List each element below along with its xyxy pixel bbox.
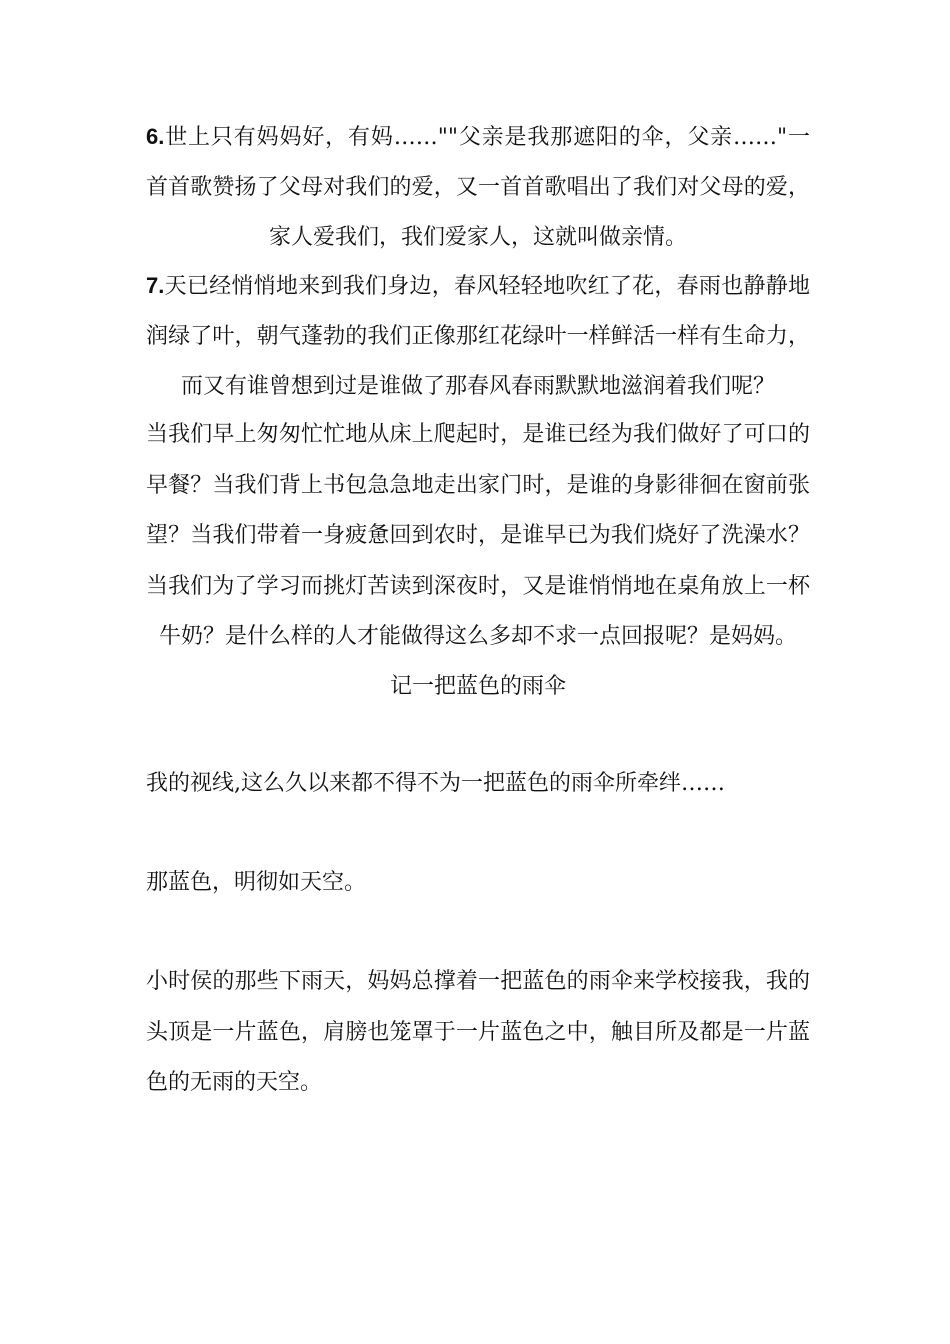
essay-paragraph-2: 那蓝色，明彻如天空。 xyxy=(146,870,367,895)
section-7-line-6: 望？当我们带着一身疲惫回到农时，是谁早已为我们烧好了洗澡水？ xyxy=(146,523,810,548)
section-6-line-1-text: 世上只有妈妈好，有妈……""父亲是我那遮阳的伞，父亲……"一 xyxy=(164,125,810,150)
essay-paragraph-1: 我的视线,这么久以来都不得不为一把蓝色的雨伞所牵绊…… xyxy=(146,771,725,796)
essay-paragraph-3-line-3: 色的无雨的天空。 xyxy=(146,1070,323,1095)
essay-paragraph-3-line-1: 小时侯的那些下雨天，妈妈总撑着一把蓝色的雨伞来学校接我，我的 xyxy=(146,969,810,994)
section-6-line-2: 首首歌赞扬了父母对我们的爱，又一首首歌唱出了我们对父母的爱， xyxy=(146,175,810,200)
section-7-line-2: 润绿了叶，朝气蓬勃的我们正像那红花绿叶一样鲜活一样有生命力， xyxy=(146,324,810,349)
section-7-line-1 xyxy=(146,271,810,302)
section-7-line-7: 当我们为了学习而挑灯苦读到深夜时，又是谁悄悄地在桌角放上一杯 xyxy=(146,574,810,599)
section-6-number: 6. xyxy=(146,124,165,149)
essay-paragraph-3-line-2: 头顶是一片蓝色，肩膀也笼罩于一片蓝色之中，触目所及都是一片蓝 xyxy=(146,1020,810,1045)
section-6-line-3: 家人爱我们，我们爱家人，这就叫做亲情。 xyxy=(268,225,687,250)
section-7-line-4: 当我们早上匆匆忙忙地从床上爬起时，是谁已经为我们做好了可口的 xyxy=(146,422,810,447)
section-7-line-5: 早餐？当我们背上书包急急地走出家门时，是谁的身影徘徊在窗前张 xyxy=(146,473,810,498)
section-7-line-8: 牛奶？是什么样的人才能做得这么多却不求一点回报呢？是妈妈。 xyxy=(158,624,797,649)
section-7-number: 7. xyxy=(146,273,165,298)
section-6-line-1 xyxy=(146,122,810,153)
essay-title: 记一把蓝色的雨伞 xyxy=(389,674,566,699)
section-7-line-1-text: 天已经悄悄地来到我们身边，春风轻轻地吹红了花，春雨也静静地 xyxy=(164,274,810,299)
section-7-line-3: 而又有谁曾想到过是谁做了那春风春雨默默地滋润着我们呢？ xyxy=(180,374,775,399)
